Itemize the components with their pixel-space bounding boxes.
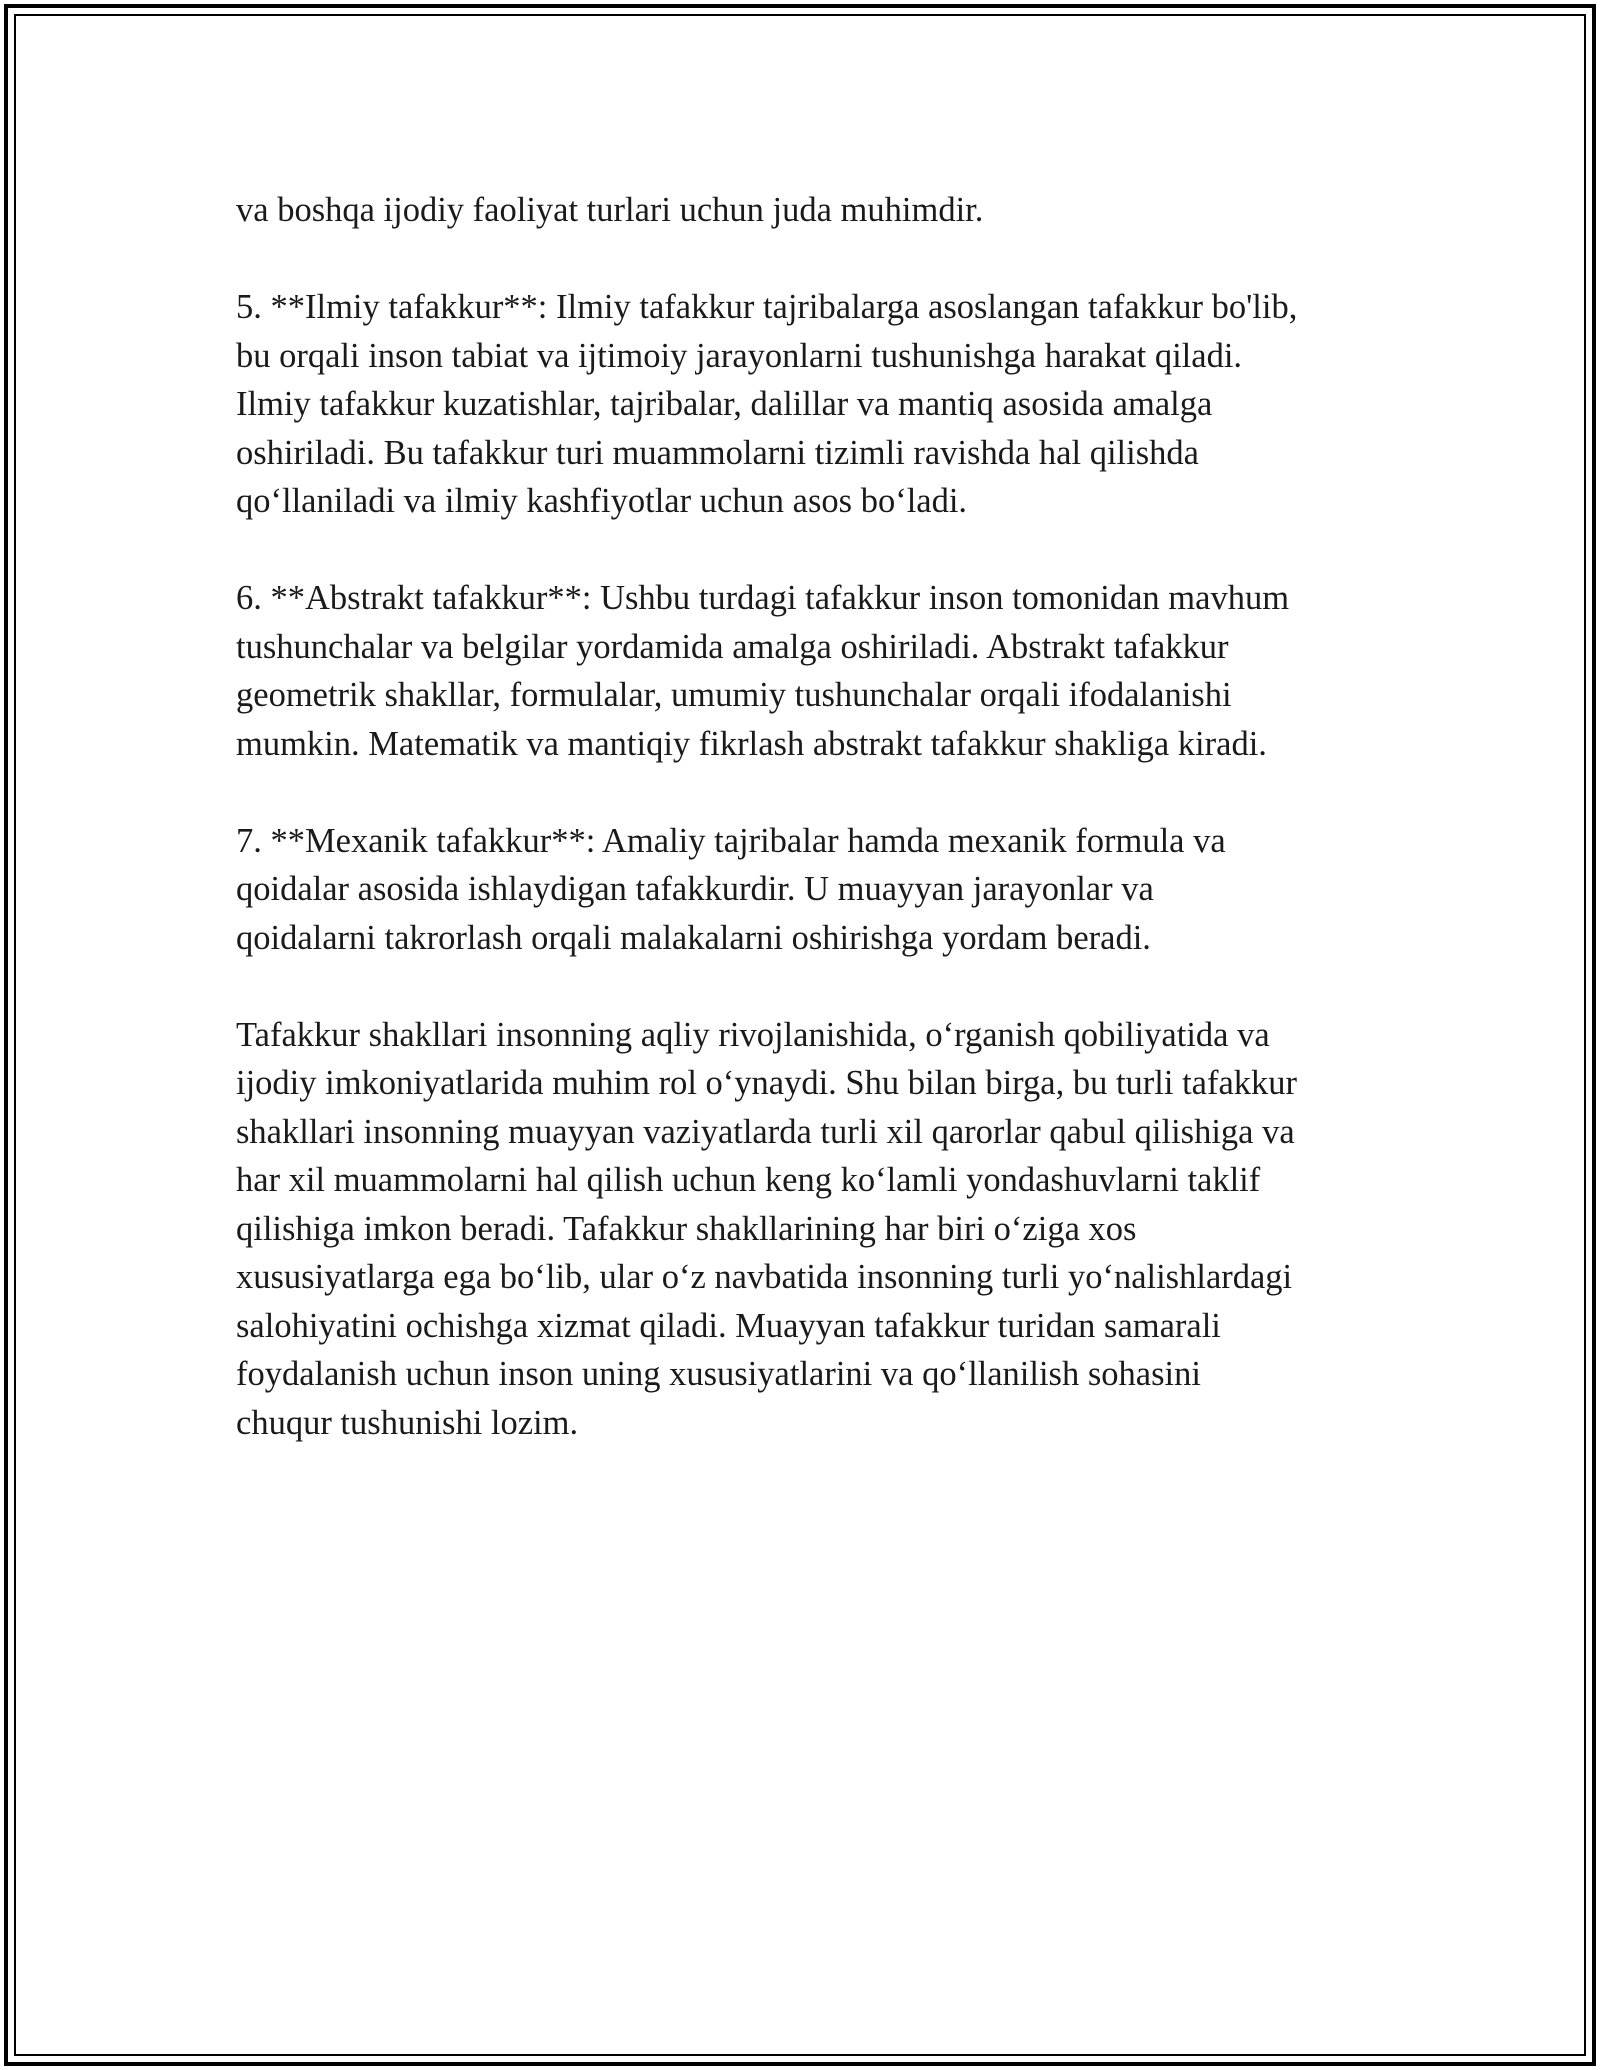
- paragraph-abstrakt-tafakkur: 6. **Abstrakt tafakkur**: Ushbu turdagi tafakkur inson tomonidan mavhum tushunchalar va belgilar yordamida amalga oshiriladi. Abstrakt tafakkur geometrik shakllar, formulalar, umumiy tushunchalar orqali ifodalanishi mumkin. Matematik va mantiqiy fikrlash abstrakt tafakkur shakliga kiradi.: [236, 579, 1290, 763]
- paragraph-ilmiy-tafakkur: 5. **Ilmiy tafakkur**: Ilmiy tafakkur tajribalarga asoslangan tafakkur bo'lib, bu orqali inson tabiat va ijtimoiy jarayonlarni tushunishga harakat qiladi. Ilmiy tafakkur kuzatishlar, tajribalar, dalillar va mantiq asosida amalga oshiriladi. Bu tafakkur turi muammolarni tizimli ravishda hal qilishda qo‘llaniladi va ilmiy kashfiyotlar uchun asos bo‘ladi.: [236, 288, 1298, 520]
- paragraph-mexanik-tafakkur: 7. **Mexanik tafakkur**: Amaliy tajribalar hamda mexanik formula va qoidalar asosida ishlaydigan tafakkurdir. U muayyan jarayonlar va qoidalarni takrorlash orqali malakalarni oshirishga yordam beradi.: [236, 821, 1226, 957]
- paragraph-conclusion: Tafakkur shakllari insonning aqliy rivojlanishida, o‘rganish qobiliyatida va ijodiy imkoniyatlarida muhim rol o‘ynaydi. Shu bilan birga, bu turli tafakkur shakllari insonning muayyan vaziyatlarda turli xil qarorlar qabul qilishiga va har xil muammolarni hal qilish uchun keng ko‘lamli yondashuvlarni taklif qilishiga imkon beradi. Tafakkur shakllarining har biri o‘ziga xos xususiyatlarga ega bo‘lib, ular o‘z navbatida insonning turli yo‘nalishlardagi salohiyatini ochishga xizmat qiladi. Muayyan tafakkur turidan samarali foydalanish uchun inson uning xususiyatlarini va qo‘llanilish sohasini chuqur tushunishi lozim.: [236, 1015, 1298, 1442]
- document-body: [236, 186, 1376, 1447]
- paragraph-continuation: va boshqa ijodiy faoliyat turlari uchun juda muhimdir.: [236, 191, 984, 229]
